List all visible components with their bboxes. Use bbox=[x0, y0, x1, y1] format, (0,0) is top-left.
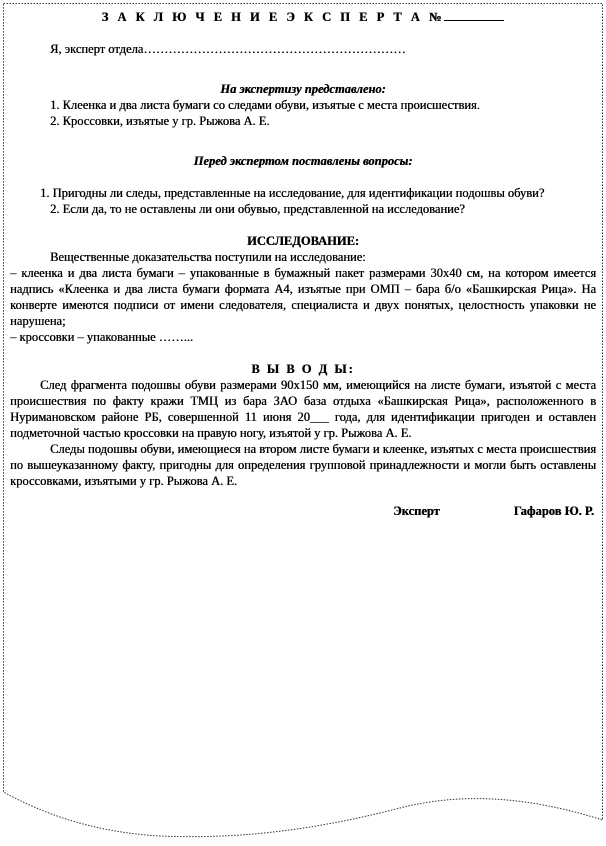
research-line-2: – кроссовки – упакованные ……... bbox=[10, 330, 194, 344]
research-heading: ИССЛЕДОВАНИЕ: bbox=[247, 234, 359, 248]
document-title bbox=[10, 8, 596, 25]
conclusions-heading: В Ы В О Д Ы: bbox=[251, 362, 355, 376]
title-number-blank bbox=[444, 8, 504, 21]
submitted-item-2: 2. Кроссовки, изъятые у гр. Рыжова А. Е. bbox=[50, 114, 270, 128]
conclusion-paragraph-2: Следы подошвы обуви, имеющиеся на втором листе бумаги и клеенке, изъятых с места происшествия по вышеуказанному факту, пригодны для определения групповой принадлежности и могли быть оставлены кроссовками, изъятыми у гр. Рыжова А. Е. bbox=[10, 442, 596, 488]
research-line-1: – клеенка и два листа бумаги – упакованные в бумажный пакет размерами 30х40 см, на котором имеется надпись «Клеенка и два листа бумаги формата А4, изъятые при ОМП – бара б/о «Башкирская Рица». На конверте имеются подписи от имени следователя, специалиста и двух понятых, целостность упаковки не нарушена; bbox=[10, 266, 596, 328]
questions-heading: Перед экспертом поставлены вопросы: bbox=[193, 154, 413, 168]
signature-role: Эксперт bbox=[393, 504, 440, 518]
question-1: 1. Пригодны ли следы, представленные на исследование, для идентификации подошвы обуви? bbox=[40, 186, 545, 200]
question-2: 2. Если да, то не оставлены ли они обувью, представленной на исследование? bbox=[50, 202, 465, 216]
expert-conclusion-document bbox=[10, 6, 596, 519]
signature-line bbox=[10, 503, 596, 519]
expert-intro: Я, эксперт отдела……………………………………………………… bbox=[50, 42, 406, 56]
title-text: З А К Л Ю Ч Е Н И Е Э К С П Е Р Т А № bbox=[101, 10, 445, 24]
submitted-heading: На экспертизу представлено: bbox=[220, 82, 386, 96]
research-intro: Вещественные доказательства поступили на исследование: bbox=[50, 250, 366, 264]
conclusion-paragraph-1: След фрагмента подошвы обуви размерами 90х150 мм, имеющийся на листе бумаги, изъятой с места происшествия по факту кражи ТМЦ из бара ЗАО база отдыха «Башкирская Рица», расположенного в Нуримановском районе РБ, совершенной 11 июня 20___ года, для идентификации пригоден и оставлен подметочной частью кроссовки на правую ногу, изъятой у гр. Рыжова А. Е. bbox=[10, 378, 596, 440]
signature-name: Гафаров Ю. Р. bbox=[513, 504, 594, 518]
submitted-item-1: 1. Клеенка и два листа бумаги со следами обуви, изъятые с места происшествия. bbox=[50, 98, 480, 112]
